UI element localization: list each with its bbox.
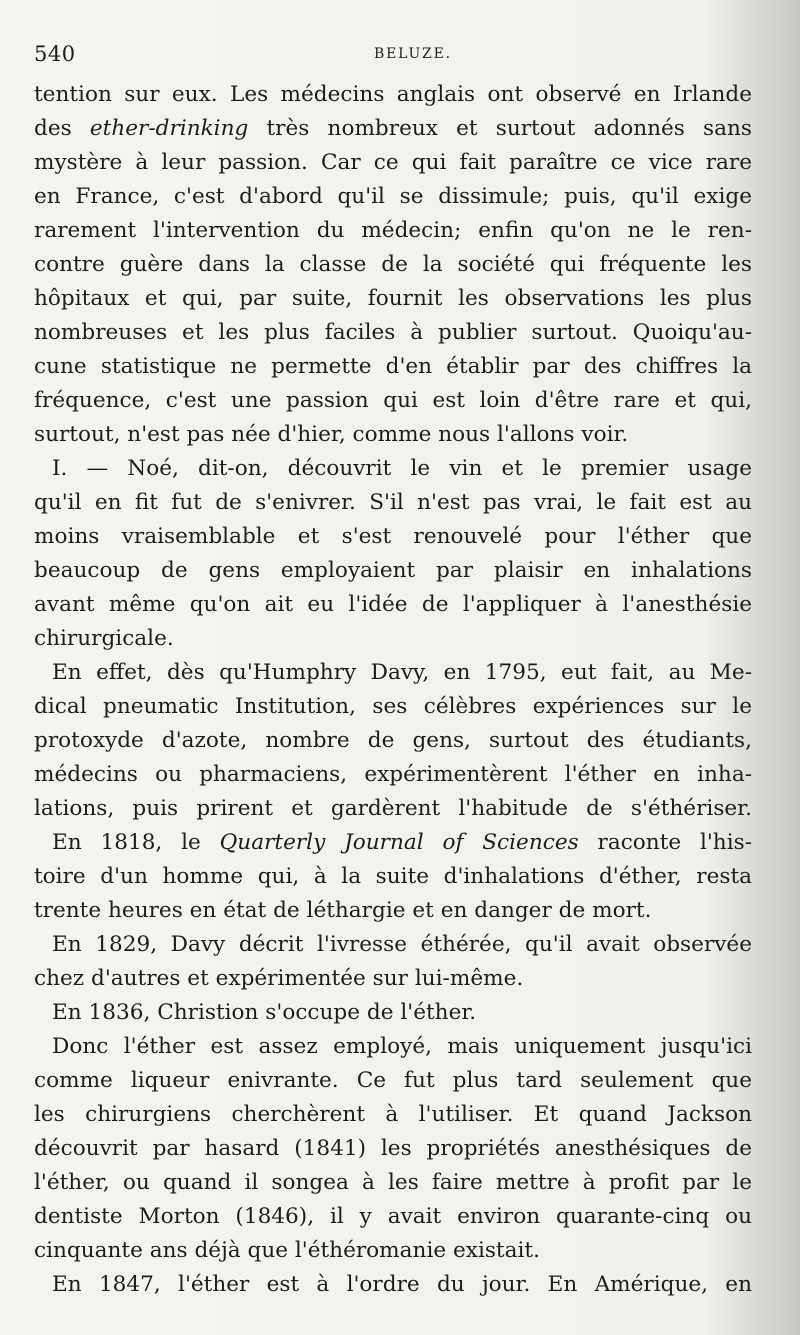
text-line: des ether-drinking très nombreux et surtout adonnés sans: [34, 116, 752, 141]
text-line: beaucoup de gens employaient par plaisir en inhalations: [34, 558, 752, 583]
page-number: 540: [34, 42, 76, 66]
text-line: cune statistique ne permette d'en établir par des chiffres la: [34, 354, 752, 379]
body-text: [34, 78, 752, 1302]
italic-text: Quarterly Journal of Sciences: [219, 830, 579, 855]
running-head: BELUZE.: [374, 46, 452, 62]
text-line: les chirurgiens cherchèrent à l'utiliser. Et quand Jackson: [34, 1102, 752, 1127]
text-line: I. — Noé, dit-on, découvrit le vin et le premier usage: [52, 456, 752, 481]
text-line: comme liqueur enivrante. Ce fut plus tard seulement que: [34, 1068, 752, 1093]
text-line: trente heures en état de léthargie et en danger de mort.: [34, 898, 652, 923]
text-line: surtout, n'est pas née d'hier, comme nous l'allons voir.: [34, 422, 629, 447]
page-header: [34, 42, 734, 72]
text-line: toire d'un homme qui, à la suite d'inhalations d'éther, resta: [34, 864, 752, 889]
text-line: découvrit par hasard (1841) les propriétés anesthésiques de: [34, 1136, 752, 1161]
text-line: mystère à leur passion. Car ce qui fait paraître ce vice rare: [34, 150, 752, 175]
text-line: dical pneumatic Institution, ses célèbres expériences sur le: [34, 694, 752, 719]
text-line: chez d'autres et expérimentée sur lui-même.: [34, 966, 524, 991]
text-line: Donc l'éther est assez employé, mais uniquement jusqu'ici: [52, 1034, 752, 1059]
text-line: rarement l'intervention du médecin; enfin qu'on ne le ren-: [34, 218, 752, 243]
text-line: protoxyde d'azote, nombre de gens, surtout des étudiants,: [34, 728, 752, 753]
text-line: l'éther, ou quand il songea à les faire mettre à profit par le: [34, 1170, 752, 1195]
italic-text: ether-drinking: [89, 116, 249, 141]
text-line: lations, puis prirent et gardèrent l'habitude de s'éthériser.: [34, 796, 752, 821]
text-line: hôpitaux et qui, par suite, fournit les observations les plus: [34, 286, 752, 311]
text-line: En 1818, le Quarterly Journal of Sciences raconte l'his-: [52, 830, 752, 855]
text-line: dentiste Morton (1846), il y avait environ quarante-cinq ou: [34, 1204, 752, 1229]
text-line: cinquante ans déjà que l'éthéromanie existait.: [34, 1238, 540, 1263]
text-line: En effet, dès qu'Humphry Davy, en 1795, eut fait, au Me-: [52, 660, 752, 685]
text-line: médecins ou pharmaciens, expérimentèrent l'éther en inha-: [34, 762, 752, 787]
text-line: contre guère dans la classe de la société qui fréquente les: [34, 252, 752, 277]
text-line: En 1836, Christion s'occupe de l'éther.: [52, 1000, 477, 1025]
text-line: avant même qu'on ait eu l'idée de l'appliquer à l'anesthésie: [34, 592, 752, 617]
text-line: nombreuses et les plus faciles à publier surtout. Quoiqu'au-: [34, 320, 752, 345]
text-line: qu'il en fit fut de s'enivrer. S'il n'est pas vrai, le fait est au: [34, 490, 752, 515]
text-line: chirurgicale.: [34, 626, 174, 651]
text-line: En 1847, l'éther est à l'ordre du jour. En Amérique, en: [52, 1272, 752, 1297]
text-line: en France, c'est d'abord qu'il se dissimule; puis, qu'il exige: [34, 184, 752, 209]
text-line: En 1829, Davy décrit l'ivresse éthérée, qu'il avait observée: [52, 932, 752, 957]
text-line: tention sur eux. Les médecins anglais ont observé en Irlande: [34, 82, 752, 107]
text-line: fréquence, c'est une passion qui est loin d'être rare et qui,: [34, 388, 752, 413]
text-line: moins vraisemblable et s'est renouvelé pour l'éther que: [34, 524, 752, 549]
